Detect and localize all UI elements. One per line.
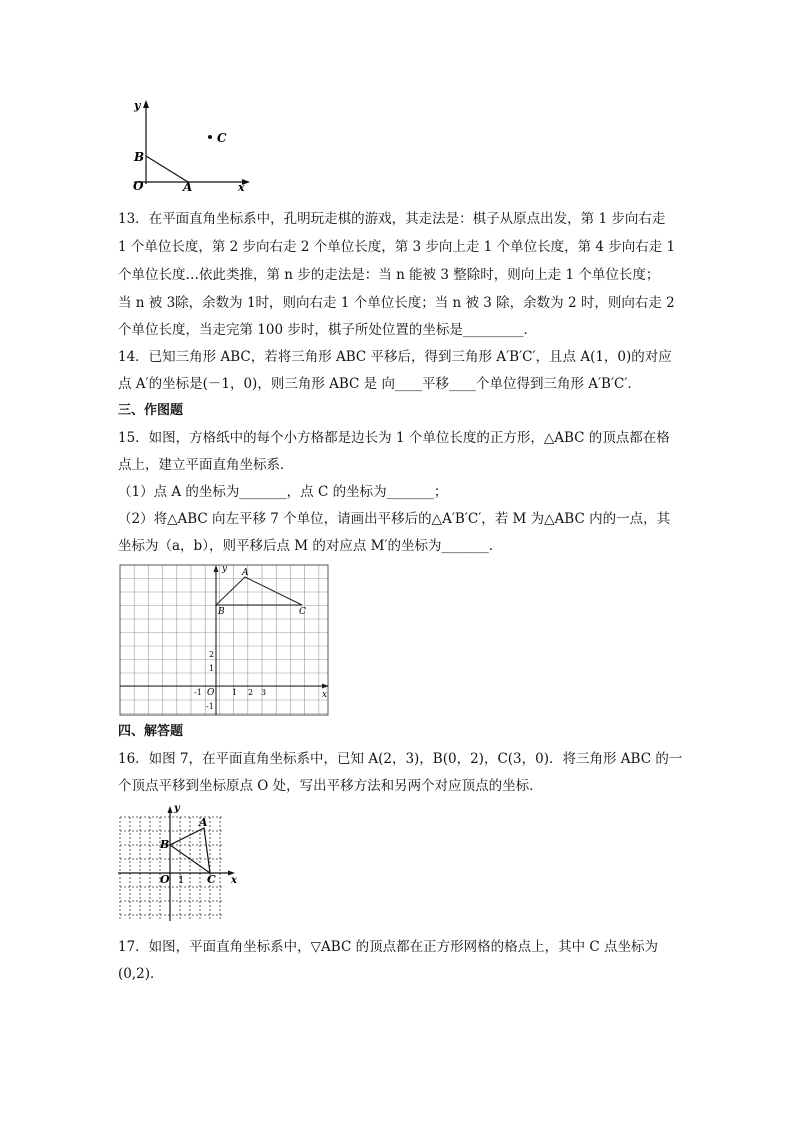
x-axis-label: x [322,690,328,700]
q13-line-1: 13．在平面直角坐标系中，孔明玩走棋的游戏，其走法是：棋子从原点出发，第 1 步向右走 [118,211,666,227]
q15-line-3: （1）点 A 的坐标为_______，点 C 的坐标为_______； [118,484,448,500]
q15-line-2: 点上，建立平面直角坐标系． [118,457,294,473]
point-b-label: B [134,150,145,164]
grid-border [120,565,328,715]
y-axis-label: y [134,99,141,112]
y-axis-arrow-icon [143,100,149,108]
y-axis-arrow-icon [168,806,173,813]
origin-label: O [207,688,215,698]
x-tick-1: 1 [178,875,185,886]
point-a-label: A [242,568,249,578]
x-tick-2: 2 [248,688,254,697]
point-c [208,135,212,139]
point-a-label: A [183,180,193,192]
q15-line-1: 15．如图，方格纸中的每个小方格都是边长为 1 个单位长度的正方形，△ABC 的顶点都在格 [118,430,670,446]
q13-line-3: 个单位长度…依此类推，第 n 步的走法是：当 n 能被 3 整除时，则向上走 1 个单位长度； [118,267,660,283]
q17-line-1: 17．如图，平面直角坐标系中，▽ABC 的顶点都在正方形网格的格点上，其中 C 点坐标为 [118,939,659,955]
y-axis-arrow-icon [214,565,219,572]
grid-lines [120,565,328,715]
x-tick-1: 1 [232,688,238,697]
x-tick-3: 3 [261,688,267,697]
q14-line-1: 14．已知三角形 ABC，若将三角形 ABC 平移后，得到三角形 A′B′C′，且点 A(1，0)的对应 [118,349,672,365]
point-b-label: B [218,607,225,617]
dashed-grid-lines [120,817,222,921]
origin-label: O [160,873,170,886]
x-axis-label: x [231,875,237,886]
q17-line-2: (0,2)． [118,966,164,982]
y-tick-2: 2 [209,650,215,659]
y-tick-1: 1 [209,664,215,673]
segment-ab [146,156,188,182]
q15-line-4: （2）将△ABC 向左平移 7 个单位，请画出平移后的△A′B′C′，若 M 为△ABC 内的一点，其 [118,511,671,527]
triangle-abc [216,577,302,605]
q13-line-4: 当 n 被 3除，余数为 1时，则向右走 1 个单位长度；当 n 被 3 除，余数为 2 时，则向右走 2 [118,295,675,311]
q13-line-5: 个单位长度，当走完第 100 步时，棋子所处位置的坐标是_________． [118,322,538,338]
q16-line-2: 个顶点平移到坐标原点 O 处，写出平移方法和另两个对应顶点的坐标． [118,778,543,794]
figure-q16-grid [118,803,242,923]
q13-line-2: 1 个单位长度，第 2 步向右走 2 个单位长度，第 3 步向上走 1 个单位长度，第 4 步向右走 1 [118,239,676,255]
point-c-label: C [217,131,227,145]
origin-label: O [133,179,144,192]
figure-q12-coordinate-diagram [118,96,258,192]
point-c-label: C [207,873,216,886]
y-axis-label: y [174,803,180,814]
section-4-heading: 四、解答题 [118,724,184,739]
q14-line-2: 点 A′的坐标是(－1，0)，则三角形 ABC 是 向____平移____个单位得到三角形 A′B′C′． [118,376,641,392]
x-axis-label: x [238,181,245,192]
section-3-heading: 三、作图题 [118,403,184,418]
point-a-label: A [199,816,208,829]
q15-line-5: 坐标为（a，b），则平移后点 M 的对应点 M′的坐标为_______． [118,538,503,554]
point-b-label: B [160,838,170,851]
figure-q15-grid [118,563,332,717]
point-c-label: C [299,607,306,617]
y-axis-label: y [222,564,228,574]
y-tick-neg1: -1 [206,702,214,711]
x-tick-neg1: -1 [194,688,202,697]
q16-line-1: 16．如图 7，在平面直角坐标系中，已知 A(2，3)，B(0，2)，C(3，0)．将三角形 ABC 的一 [118,751,683,767]
